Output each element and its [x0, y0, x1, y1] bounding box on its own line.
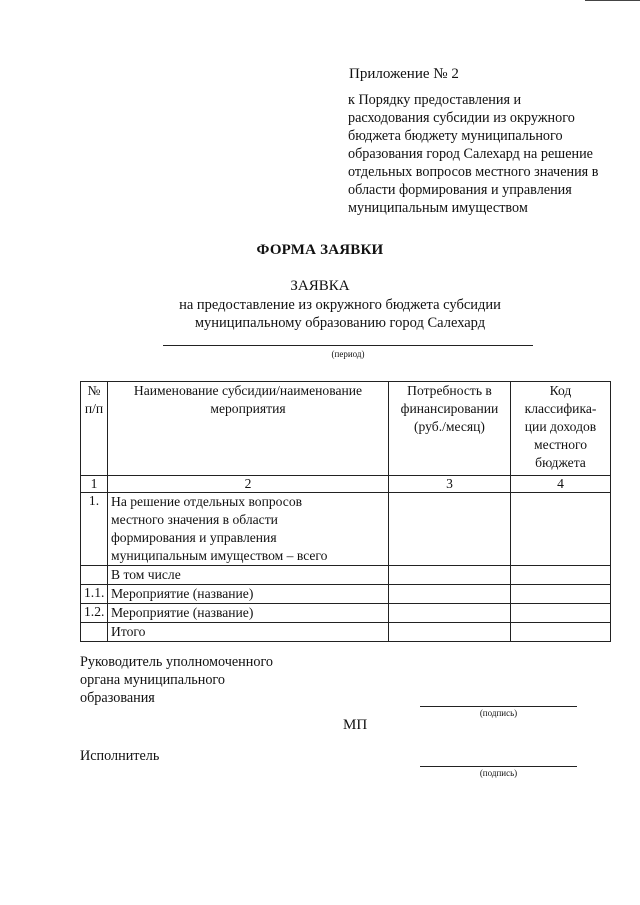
signature-label: (подпись): [479, 708, 518, 718]
table-row: [81, 604, 611, 623]
col-number-1: 1: [81, 476, 108, 493]
appendix-number: Приложение № 2: [349, 66, 459, 82]
request-subtitle: [140, 296, 540, 332]
header-number: № п/п: [81, 382, 108, 476]
row-number: 1.: [81, 493, 108, 566]
row-number: 1.1.: [81, 585, 108, 604]
executor-label: Исполнитель: [80, 748, 160, 764]
row-number: [81, 623, 108, 642]
row-need-cell: [389, 493, 511, 566]
appendix-line: отдельных вопросов местного значения в: [348, 164, 599, 180]
row-name: На решение отдельных вопросов местного значения в области формирования и управления муниципальным имуществом – всего: [108, 493, 389, 566]
appendix-line: области формирования и управления: [348, 182, 572, 198]
col-number-2: 2: [108, 476, 389, 493]
row-name: Мероприятие (название): [108, 604, 389, 623]
header-code: Код классифика- ции доходов местного бюджета: [511, 382, 611, 476]
request-table: [80, 381, 611, 642]
appendix-line: образования город Салехард на решение: [348, 146, 593, 162]
row-code-cell: [511, 623, 611, 642]
row-code-cell: [511, 566, 611, 585]
executor-signature-line: [420, 766, 577, 767]
row-number: [81, 566, 108, 585]
row-code-cell: [511, 604, 611, 623]
table-row: [81, 623, 611, 642]
top-edge-line: [585, 0, 640, 4]
appendix-line: расходования субсидии из окружного: [348, 110, 575, 126]
row-number: 1.2.: [81, 604, 108, 623]
row-name: Мероприятие (название): [108, 585, 389, 604]
appendix-text: [348, 91, 618, 217]
executor-signature-label: (подпись): [479, 768, 518, 778]
request-title: ЗАЯВКА: [290, 278, 350, 294]
column-number-row: [81, 476, 611, 493]
row-need-cell: [389, 566, 511, 585]
period-fill-line: [163, 345, 533, 346]
period-label: (период): [331, 349, 365, 359]
row-code-cell: [511, 493, 611, 566]
appendix-line: к Порядку предоставления и: [348, 92, 522, 108]
request-subtitle-line: на предоставление из окружного бюджета субсидии: [179, 297, 501, 313]
appendix-line: муниципальным имуществом: [348, 200, 528, 216]
form-title: ФОРМА ЗАЯВКИ: [256, 242, 384, 258]
table-header-row: [81, 382, 611, 476]
request-subtitle-line: муниципальному образованию город Салехард: [194, 315, 486, 331]
col-number-4: 4: [511, 476, 611, 493]
header-need: Потребность в финансировании (руб./месяц): [389, 382, 511, 476]
table-row: [81, 566, 611, 585]
head-of-authority-label: Руководитель уполномоченного органа муниципального образования: [80, 654, 274, 706]
stamp-label: МП: [343, 717, 368, 733]
signature-line: [420, 706, 577, 707]
appendix-line: бюджета бюджету муниципального: [348, 128, 563, 144]
col-number-3: 3: [389, 476, 511, 493]
header-name: Наименование субсидии/наименование мероприятия: [108, 382, 389, 476]
row-name: Итого: [108, 623, 389, 642]
row-code-cell: [511, 585, 611, 604]
table-row: [81, 585, 611, 604]
row-need-cell: [389, 585, 511, 604]
row-name: В том числе: [108, 566, 389, 585]
table-row: [81, 493, 611, 566]
row-need-cell: [389, 604, 511, 623]
row-need-cell: [389, 623, 511, 642]
